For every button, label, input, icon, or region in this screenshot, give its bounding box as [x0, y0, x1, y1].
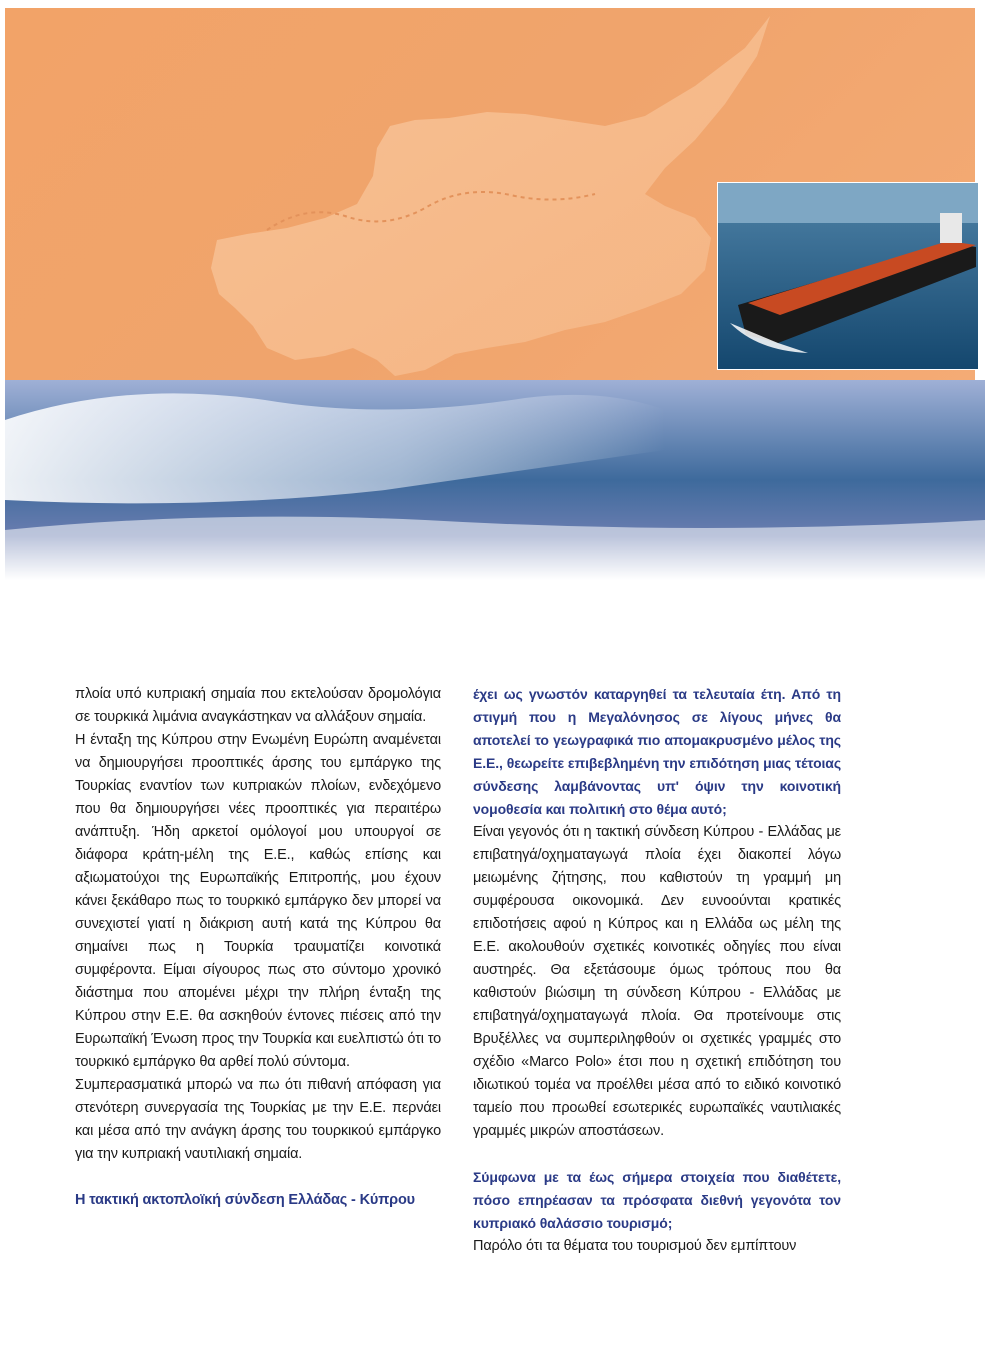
- answer-2-start: Παρόλο ότι τα θέματα του τουρισμού δεν εμπίπτουν: [473, 1238, 797, 1254]
- right-text-column: [473, 683, 841, 1258]
- tanker-ship-photo: [717, 182, 979, 370]
- interview-question-start: Η τακτική ακτοπλοϊκή σύνδεση Ελλάδας - Κύπρου: [75, 1192, 415, 1208]
- sky-horizon: [718, 183, 978, 223]
- cyprus-island-shape: [211, 16, 770, 376]
- ocean-wave-banner: [5, 380, 985, 580]
- left-text-column: [75, 683, 441, 1212]
- interview-question-2: Σύμφωνα με τα έως σήμερα στοιχεία που διαθέτετε, πόσο επηρέασαν τα πρόσφατα διεθνή γεγονότα τον κυπριακό θαλάσσιο τουρισμό;: [473, 1169, 841, 1231]
- interview-question-continued: έχει ως γνωστόν καταργηθεί τα τελευταία έτη. Από τη στιγμή που η Μεγαλόνησος σε λίγους μήνες θα αποτελεί το γεωγραφικά πιο απομακρυσμένο μέλος της Ε.Ε., θεωρείτε επιβεβλημένη την επιδότηση μιας τέτοιας σύνδεσης λαμβάνοντας υπ' όψιν την κοινοτική νομοθεσία και πολιτική στο θέμα αυτό;: [473, 686, 841, 817]
- left-paragraph-3: Συμπερασματικά μπορώ να πω ότι πιθανή απόφαση για στενότερη συνεργασία της Τουρκίας με την Ε.Ε. περνάει και μέσα από την ανάγκη άρσης του τουρκικού εμπάργκο για την κυπριακή ναυτιλιακή σημαία.: [75, 1077, 441, 1162]
- left-paragraph-1: πλοία υπό κυπριακή σημαία που εκτελούσαν δρομολόγια σε τουρκικά λιμάνια αναγκάστηκαν να αλλάξουν σημαία.: [75, 686, 441, 725]
- left-paragraph-2: Η ένταξη της Κύπρου στην Ενωμένη Ευρώπη αναμένεται να δημιουργήσει προοπτικές άρσης του εμπάργκο της Τουρκίας εναντίον των κυπριακών πλοίων, ενδεχόμενο που θα δημιουργήσει νέες προοπτικές για περαιτέρω ανάπτυξη. Ήδη αρκετοί ομόλογοί μου υπουργοί σε διάφορα κράτη-μέλη της Ε.Ε., καθώς επίσης και αξιωματούχοι της Ευρωπαϊκής Επιτροπής, μου έχουν κάνει ξεκάθαρο πως το τουρκικό εμπάργκο δεν μπορεί να συνεχιστεί γιατί η διάκριση αυτή κατά της Κύπρου θα σημαίνει πως η Τουρκία τραυματίζει κοινοτικά συμφέροντα. Είμαι σίγουρος πως στο σύντομο χρονικό διάστημα που απομένει μέχρι την πλήρη ένταξη της Κύπρου στην Ε.Ε. θα ασκηθούν έντονες πιέσεις από την Ευρωπαϊκή Ένωση προς την Τουρκία και ευελπιστώ ότι το τουρκικό εμπάργκο θα αρθεί πολύ σύντομα.: [75, 732, 441, 1070]
- ship-bridge: [940, 213, 962, 243]
- answer-paragraph: Είναι γεγονός ότι η τακτική σύνδεση Κύπρου - Ελλάδας με επιβατηγά/οχηματαγωγά πλοία έχει διακοπεί λόγω μειωμένης ζήτησης, που καθιστούν τη γραμμή μη συμφέρουσα οικονομικά. Δεν ευνοούνται κρατικές επιδοτήσεις αφού η Κύπρος και η Ελλάδα ως μέλη της Ε.Ε. ακολουθούν σχετικές κοινοτικές οδηγίες που είναι αυστηρές. Θα εξετάσουμε όμως τρόπους που θα καθιστούν βιώσιμη τη σύνδεση Κύπρου - Ελλάδας με επιβατηγά/οχηματαγωγά πλοία. Θα προτείνουμε στις Βρυξέλλες να συμπεριληφθούν οι σχετικές γραμμές στο σχέδιο «Marco Polo» έτσι που η σχετική επιδότηση του ιδιωτικού τομέα να προέλθει μέσα από το ειδικό κοινοτικό ταμείο που προωθεί εσωτερικές ευρωπαϊκές ναυτιλιακές γραμμές μικρών αποστάσεων.: [473, 824, 841, 1139]
